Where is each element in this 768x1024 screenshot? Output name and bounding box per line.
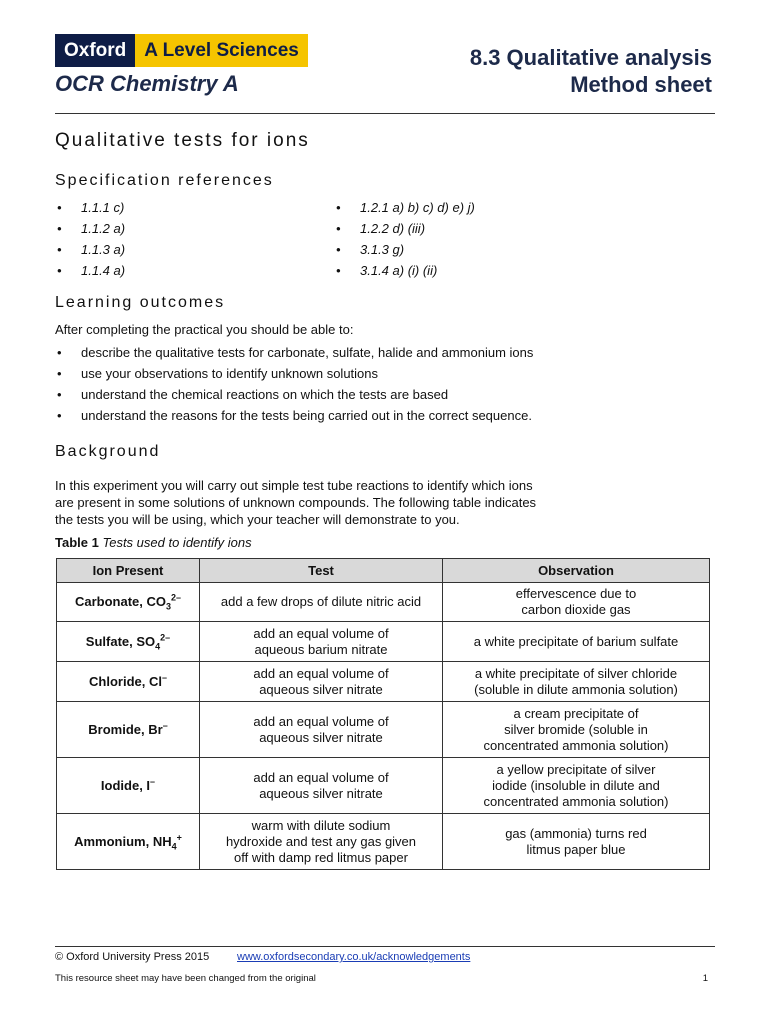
brand-alevel: A Level Sciences	[135, 34, 308, 67]
observation-line: a yellow precipitate of silver	[496, 761, 656, 777]
observation-line: a white precipitate of barium sulfate	[473, 633, 679, 649]
table-header-row	[57, 559, 710, 583]
outcome-item: • understand the reasons for the tests being carried out in the correct sequence.	[57, 405, 717, 426]
outcomes-list	[57, 342, 717, 426]
table-caption-text: Tests used to identify ions	[102, 535, 252, 550]
observation-line: silver bromide (soluble in	[504, 721, 648, 737]
ion-cell	[57, 622, 200, 662]
background-line: are present in some solutions of unknown compounds. The following table indicates	[55, 495, 537, 510]
outcomes-intro: After completing the practical you should be able to:	[55, 322, 354, 337]
ion-tests-table	[56, 558, 710, 870]
ion-cell	[57, 814, 200, 870]
spec-reference-item: • 1.2.1 a) b) c) d) e) j)	[336, 197, 636, 218]
test-line: hydroxide and test any gas given	[225, 833, 417, 849]
page-number: 1	[702, 973, 708, 984]
ion-name: Ammonium, NH	[74, 833, 172, 849]
test-line: add an equal volume of	[253, 769, 389, 785]
column-header-ion: Ion Present	[57, 559, 200, 583]
table-row	[57, 662, 710, 702]
footer-note: This resource sheet may have been changed from the original	[55, 973, 316, 984]
ion-name: Chloride, Cl	[89, 673, 162, 689]
subject-title: OCR Chemistry A	[55, 71, 239, 96]
observation-line: a cream precipitate of	[513, 705, 639, 721]
observation-cell	[443, 758, 710, 814]
test-line: off with damp red litmus paper	[234, 849, 408, 865]
test-line: warm with dilute sodium	[251, 817, 391, 833]
ion-charge: 2–	[160, 632, 171, 643]
ion-subscript: 4	[171, 841, 177, 852]
observation-line: iodide (insoluble in dilute and	[492, 777, 660, 793]
test-line: add an equal volume of	[253, 713, 389, 729]
outcomes-heading: Learning outcomes	[55, 294, 226, 311]
ion-cell	[57, 758, 200, 814]
ion-name: Iodide, I	[100, 777, 151, 793]
ion-name: Sulfate, SO	[85, 633, 156, 649]
test-line: aqueous silver nitrate	[259, 681, 383, 697]
observation-cell	[443, 662, 710, 702]
test-line: add an equal volume of	[253, 665, 389, 681]
table-row	[57, 758, 710, 814]
observation-line: (soluble in dilute ammonia solution)	[474, 681, 678, 697]
observation-line: effervescence due to	[515, 586, 637, 601]
spec-reference-item: • 3.1.3 g)	[336, 239, 636, 260]
test-line: add a few drops of dilute nitric acid	[220, 594, 422, 609]
test-cell	[200, 662, 443, 702]
spec-reference-item: • 1.1.1 c)	[57, 197, 317, 218]
spec-reference-item: • 1.1.3 a)	[57, 239, 317, 260]
test-line: aqueous silver nitrate	[259, 729, 383, 745]
test-cell	[200, 814, 443, 870]
ion-charge: –	[162, 720, 168, 731]
ion-charge: 2–	[171, 592, 182, 603]
acknowledgements-link[interactable]: www.oxfordsecondary.co.uk/acknowledgements	[237, 951, 471, 963]
spec-reference-item: • 1.1.4 a)	[57, 260, 317, 281]
spec-reference-item: • 1.1.2 a)	[57, 218, 317, 239]
observation-cell	[443, 583, 710, 622]
observation-line: concentrated ammonia solution)	[483, 793, 669, 809]
table-row	[57, 702, 710, 758]
test-line: aqueous barium nitrate	[254, 641, 388, 657]
spec-list-right	[336, 197, 636, 281]
outcome-item: • understand the chemical reactions on which the tests are based	[57, 384, 717, 405]
document-title-line1: 8.3 Qualitative analysis	[469, 45, 712, 70]
footer-divider	[55, 946, 715, 947]
brand-logo	[55, 34, 308, 67]
column-header-observation: Observation	[443, 559, 710, 583]
observation-line: a white precipitate of silver chloride	[474, 665, 678, 681]
test-cell	[200, 702, 443, 758]
ion-subscript: 4	[155, 641, 161, 652]
test-line: add an equal volume of	[253, 625, 389, 641]
spec-heading: Specification references	[55, 172, 274, 189]
spec-list-left	[57, 197, 317, 281]
outcome-item: • describe the qualitative tests for carbonate, sulfate, halide and ammonium ions	[57, 342, 717, 363]
observation-line: litmus paper blue	[526, 841, 626, 857]
background-heading: Background	[55, 443, 161, 460]
observation-line: concentrated ammonia solution)	[483, 737, 669, 753]
observation-line: gas (ammonia) turns red	[505, 825, 647, 841]
observation-line: carbon dioxide gas	[521, 602, 631, 617]
column-header-test: Test	[200, 559, 443, 583]
outcome-item: • use your observations to identify unknown solutions	[57, 363, 717, 384]
ion-cell	[57, 702, 200, 758]
ion-charge: –	[161, 672, 167, 683]
observation-cell	[443, 702, 710, 758]
brand-oxford: Oxford	[55, 34, 135, 67]
document-title	[470, 44, 712, 98]
test-cell	[200, 583, 443, 622]
background-line: In this experiment you will carry out simple test tube reactions to identify which ions	[55, 478, 533, 493]
table-caption	[55, 535, 252, 550]
ion-charge: –	[150, 776, 156, 787]
background-paragraph	[55, 477, 715, 528]
table-row	[57, 814, 710, 870]
ion-cell	[57, 583, 200, 622]
spec-reference-item: • 3.1.4 a) (i) (ii)	[336, 260, 636, 281]
test-line: aqueous silver nitrate	[259, 785, 383, 801]
observation-cell	[443, 814, 710, 870]
ion-cell	[57, 662, 200, 702]
document-title-line2: Method sheet	[570, 72, 712, 97]
ion-subscript: 3	[165, 601, 171, 612]
test-cell	[200, 622, 443, 662]
table-caption-label: Table 1	[55, 535, 99, 550]
page-title: Qualitative tests for ions	[55, 130, 310, 151]
table-row	[57, 583, 710, 622]
ion-name: Carbonate, CO	[74, 594, 166, 609]
table-row	[57, 622, 710, 662]
test-cell	[200, 758, 443, 814]
observation-cell	[443, 622, 710, 662]
ion-charge: +	[176, 832, 182, 843]
header-divider	[55, 113, 715, 114]
spec-reference-item: • 1.2.2 d) (iii)	[336, 218, 636, 239]
copyright-text: © Oxford University Press 2015	[55, 951, 210, 963]
ion-name: Bromide, Br	[88, 721, 163, 737]
background-line: the tests you will be using, which your teacher will demonstrate to you.	[55, 512, 460, 527]
